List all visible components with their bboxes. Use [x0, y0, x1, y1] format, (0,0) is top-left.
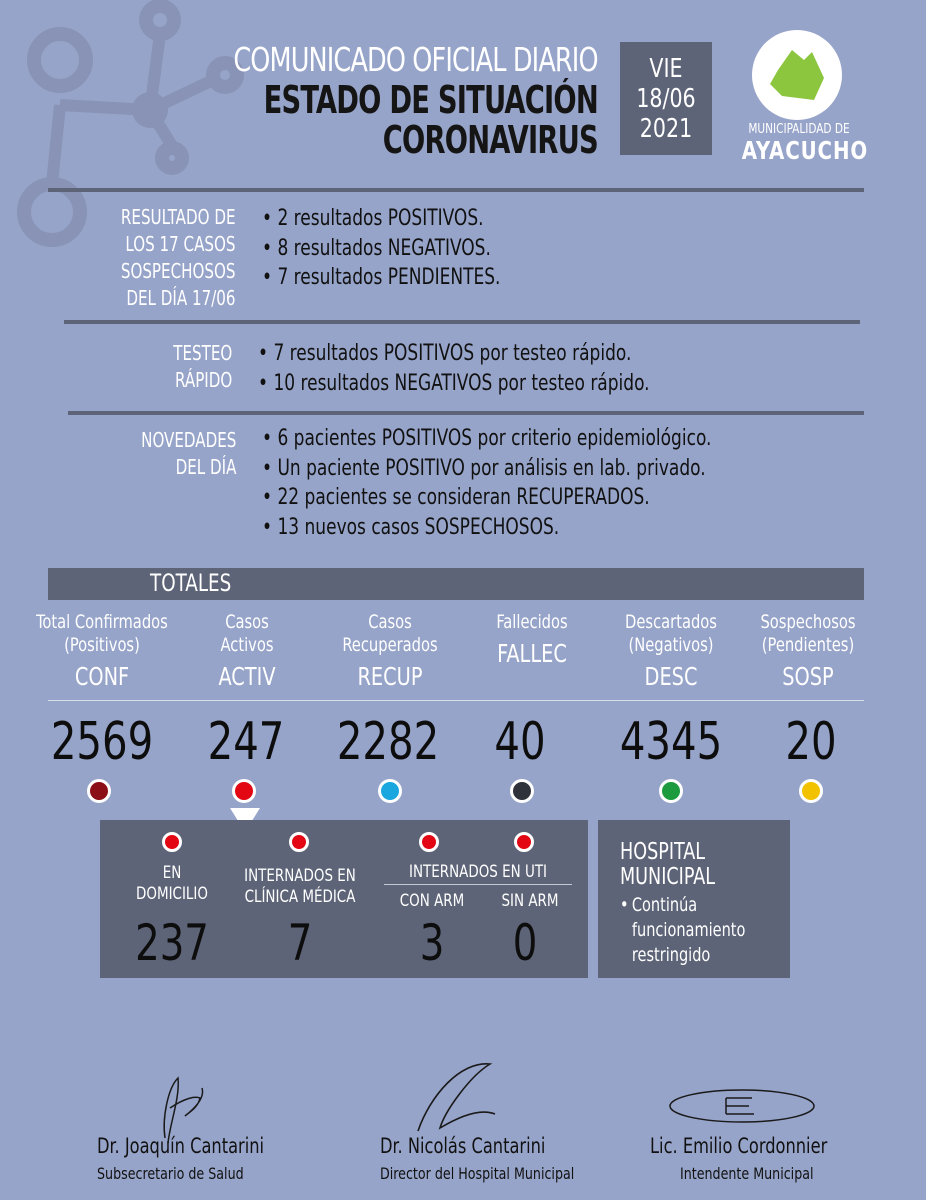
total-value-activ: 247 [207, 712, 285, 772]
total-column-conf: Total Confirmados (Positivos) CONF [36, 611, 168, 691]
totales-label: TOTALES [150, 569, 232, 597]
totales-divider [48, 700, 864, 701]
uti-divider [384, 884, 572, 885]
list-item: • 7 resultados PENDIENTES. [262, 263, 500, 293]
date-date: 18/06 [636, 84, 696, 114]
novedades-list [262, 424, 711, 542]
sin-arm-label: SIN ARM [501, 891, 559, 911]
signature-name-1: Dr. Joaquín Cantarini [97, 1134, 265, 1158]
status-dot-activ [232, 779, 256, 803]
status-dot-sosp [799, 779, 823, 803]
list-item: • 7 resultados POSITIVOS por testeo rápido. [258, 339, 650, 369]
list-item: • 8 resultados NEGATIVOS. [262, 234, 500, 264]
list-item: • 10 resultados NEGATIVOS por testeo rápido. [258, 369, 650, 399]
status-dot-domicilio [162, 832, 182, 852]
separator [68, 411, 864, 415]
total-value-desc: 4345 [619, 712, 723, 772]
signature-role-3: Intendente Municipal [680, 1164, 814, 1183]
status-dot-clinica [289, 832, 309, 852]
signature-name-2: Dr. Nicolás Cantarini [380, 1134, 546, 1158]
con-arm-label: CON ARM [399, 891, 465, 911]
list-item: • Un paciente POSITIVO por análisis en lab. privado. [262, 454, 711, 484]
separator [64, 320, 860, 324]
section-label-testeo: TESTEO RÁPIDO [172, 341, 232, 392]
status-dot-fallec [510, 779, 534, 803]
status-dot-sin-arm [514, 832, 534, 852]
header-title-line2: CORONAVIRUS [382, 118, 598, 162]
section-label-novedades: NOVEDADES DEL DÍA [140, 428, 236, 479]
list-item: • 2 resultados POSITIVOS. [262, 204, 500, 234]
date-day: VIE [649, 54, 683, 84]
clinica-value: 7 [287, 914, 313, 972]
logo-text-large: AYACUCHO [741, 136, 869, 165]
hospital-title: HOSPITAL MUNICIPAL [620, 839, 716, 890]
total-column-recup: Casos Recuperados RECUP [342, 611, 438, 691]
municipality-logo [752, 30, 842, 120]
status-dot-conf [87, 779, 111, 803]
status-dot-con-arm [419, 832, 439, 852]
total-column-desc: Descartados (Negativos) DESC [625, 611, 717, 691]
logo-text-small: MUNICIPALIDAD DE [748, 122, 850, 137]
status-dot-recup [378, 779, 402, 803]
total-value-conf: 2569 [50, 712, 154, 772]
signature-name-3: Lic. Emilio Cordonnier [650, 1134, 828, 1158]
domicilio-value: 237 [135, 914, 209, 972]
total-column-activ: Casos Activos ACTIV [218, 611, 276, 691]
total-column-sosp: Sospechosos (Pendientes) SOSP [760, 611, 856, 691]
header-title-line1: ESTADO DE SITUACIÓN [263, 78, 598, 122]
list-item: • 6 pacientes POSITIVOS por criterio epidemiológico. [262, 424, 711, 454]
total-value-sosp: 20 [785, 712, 837, 772]
separator [48, 188, 864, 192]
sin-arm-value: 0 [512, 914, 538, 972]
resultados-list [262, 204, 500, 293]
section-label-resultados: RESULTADO DE LOS 17 CASOS SOSPECHOSOS DEL DÍA 17/06 [121, 205, 236, 310]
list-item: • 13 nuevos casos SOSPECHOSOS. [262, 513, 711, 543]
domicilio-label: EN DOMICILIO [136, 863, 208, 904]
total-value-recup: 2282 [336, 712, 440, 772]
header-subtitle: COMUNICADO OFICIAL DIARIO [233, 40, 598, 79]
testeo-list [258, 339, 650, 398]
date-box [620, 42, 712, 155]
signature-role-2: Director del Hospital Municipal [380, 1164, 575, 1183]
logo-map-icon [752, 30, 842, 120]
clinica-label: INTERNADOS EN CLÍNICA MÉDICA [244, 866, 356, 907]
signature-role-1: Subsecretario de Salud [97, 1164, 244, 1183]
con-arm-value: 3 [419, 914, 445, 972]
hospital-note: • Continúa funcionamiento restringido [620, 894, 746, 966]
uti-title: INTERNADOS EN UTI [408, 862, 548, 882]
signature-3 [664, 1078, 824, 1128]
status-dot-desc [659, 779, 683, 803]
total-column-fallec: Fallecidos FALLEC [496, 611, 568, 668]
date-year: 2021 [639, 114, 693, 144]
signature-2 [410, 1056, 510, 1136]
list-item: • 22 pacientes se consideran RECUPERADOS. [262, 483, 711, 513]
total-value-fallec: 40 [494, 712, 546, 772]
